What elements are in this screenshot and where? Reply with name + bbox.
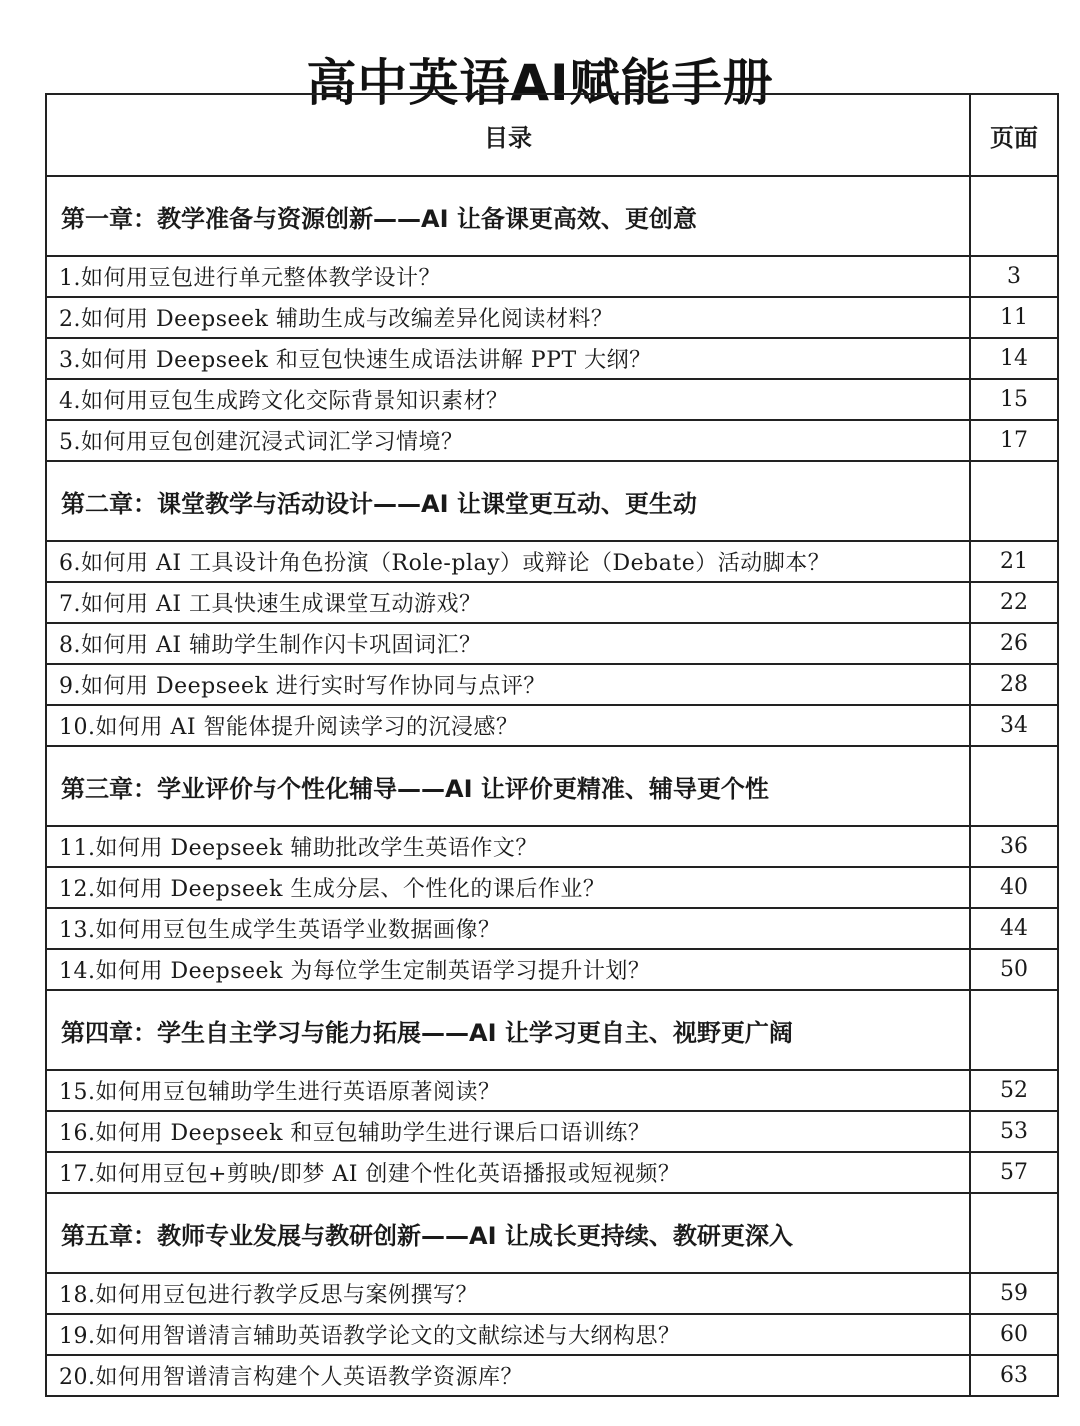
entry-title: 8.如何用 AI 辅助学生制作闪卡巩固词汇？ (46, 623, 970, 664)
chapter-title: 第二章：课堂教学与活动设计——AI 让课堂更互动、更生动 (46, 461, 970, 541)
entry-title: 20.如何用智谱清言构建个人英语教学资源库？ (46, 1355, 970, 1396)
entry-page: 63 (970, 1355, 1058, 1396)
entry-title: 9.如何用 Deepseek 进行实时写作协同与点评？ (46, 664, 970, 705)
toc-header-row (46, 94, 1058, 176)
chapter-row (46, 461, 1058, 541)
toc-column-header: 目录 (46, 94, 970, 176)
entry-page: 21 (970, 541, 1058, 582)
toc-entry (46, 623, 1058, 664)
chapter-row (46, 990, 1058, 1070)
entry-title: 15.如何用豆包辅助学生进行英语原著阅读？ (46, 1070, 970, 1111)
toc-entry (46, 1152, 1058, 1193)
entry-page: 3 (970, 256, 1058, 297)
entry-page: 40 (970, 867, 1058, 908)
entry-title: 19.如何用智谱清言辅助英语教学论文的文献综述与大纲构思？ (46, 1314, 970, 1355)
entry-title: 1.如何用豆包进行单元整体教学设计？ (46, 256, 970, 297)
entry-title: 7.如何用 AI 工具快速生成课堂互动游戏？ (46, 582, 970, 623)
entry-title: 17.如何用豆包+剪映/即梦 AI 创建个性化英语播报或短视频？ (46, 1152, 970, 1193)
chapter-title: 第五章：教师专业发展与教研创新——AI 让成长更持续、教研更深入 (46, 1193, 970, 1273)
entry-page: 15 (970, 379, 1058, 420)
toc-entry (46, 1070, 1058, 1111)
entry-title: 13.如何用豆包生成学生英语学业数据画像？ (46, 908, 970, 949)
toc-entry (46, 582, 1058, 623)
entry-page: 60 (970, 1314, 1058, 1355)
entry-title: 18.如何用豆包进行教学反思与案例撰写？ (46, 1273, 970, 1314)
chapter-row (46, 1193, 1058, 1273)
chapter-page-cell (970, 176, 1058, 256)
entry-page: 14 (970, 338, 1058, 379)
entry-page: 44 (970, 908, 1058, 949)
entry-page: 57 (970, 1152, 1058, 1193)
chapter-page-cell (970, 746, 1058, 826)
toc-entry (46, 256, 1058, 297)
entry-page: 34 (970, 705, 1058, 746)
entry-title: 14.如何用 Deepseek 为每位学生定制英语学习提升计划？ (46, 949, 970, 990)
page-column-header: 页面 (970, 94, 1058, 176)
toc-entry (46, 379, 1058, 420)
chapter-page-cell (970, 461, 1058, 541)
chapter-row (46, 176, 1058, 256)
entry-title: 10.如何用 AI 智能体提升阅读学习的沉浸感？ (46, 705, 970, 746)
entry-page: 26 (970, 623, 1058, 664)
entry-title: 12.如何用 Deepseek 生成分层、个性化的课后作业？ (46, 867, 970, 908)
toc-entry (46, 1314, 1058, 1355)
toc-entry (46, 420, 1058, 461)
entry-title: 3.如何用 Deepseek 和豆包快速生成语法讲解 PPT 大纲？ (46, 338, 970, 379)
toc-entry (46, 541, 1058, 582)
chapter-title: 第三章：学业评价与个性化辅导——AI 让评价更精准、辅导更个性 (46, 746, 970, 826)
entry-title: 4.如何用豆包生成跨文化交际背景知识素材？ (46, 379, 970, 420)
entry-title: 16.如何用 Deepseek 和豆包辅助学生进行课后口语训练？ (46, 1111, 970, 1152)
document-title: 高中英语AI赋能手册 (306, 53, 774, 112)
chapter-row (46, 746, 1058, 826)
entry-page: 17 (970, 420, 1058, 461)
entry-page: 52 (970, 1070, 1058, 1111)
entry-page: 53 (970, 1111, 1058, 1152)
entry-title: 5.如何用豆包创建沉浸式词汇学习情境？ (46, 420, 970, 461)
toc-entry (46, 908, 1058, 949)
entry-page: 22 (970, 582, 1058, 623)
chapter-page-cell (970, 1193, 1058, 1273)
entry-title: 6.如何用 AI 工具设计角色扮演（Role-play）或辩论（Debate）活动脚本？ (46, 541, 970, 582)
entry-page: 50 (970, 949, 1058, 990)
entry-title: 2.如何用 Deepseek 辅助生成与改编差异化阅读材料？ (46, 297, 970, 338)
entry-page: 11 (970, 297, 1058, 338)
toc-entry (46, 949, 1058, 990)
toc-entry (46, 297, 1058, 338)
toc-entry (46, 867, 1058, 908)
table-of-contents (45, 93, 1059, 1397)
toc-entry (46, 826, 1058, 867)
toc-entry (46, 1111, 1058, 1152)
chapter-page-cell (970, 990, 1058, 1070)
toc-entry (46, 1355, 1058, 1396)
entry-page: 59 (970, 1273, 1058, 1314)
toc-entry (46, 1273, 1058, 1314)
entry-page: 36 (970, 826, 1058, 867)
entry-title: 11.如何用 Deepseek 辅助批改学生英语作文？ (46, 826, 970, 867)
toc-entry (46, 338, 1058, 379)
chapter-title: 第四章：学生自主学习与能力拓展——AI 让学习更自主、视野更广阔 (46, 990, 970, 1070)
chapter-title: 第一章：教学准备与资源创新——AI 让备课更高效、更创意 (46, 176, 970, 256)
toc-entry (46, 664, 1058, 705)
entry-page: 28 (970, 664, 1058, 705)
toc-entry (46, 705, 1058, 746)
